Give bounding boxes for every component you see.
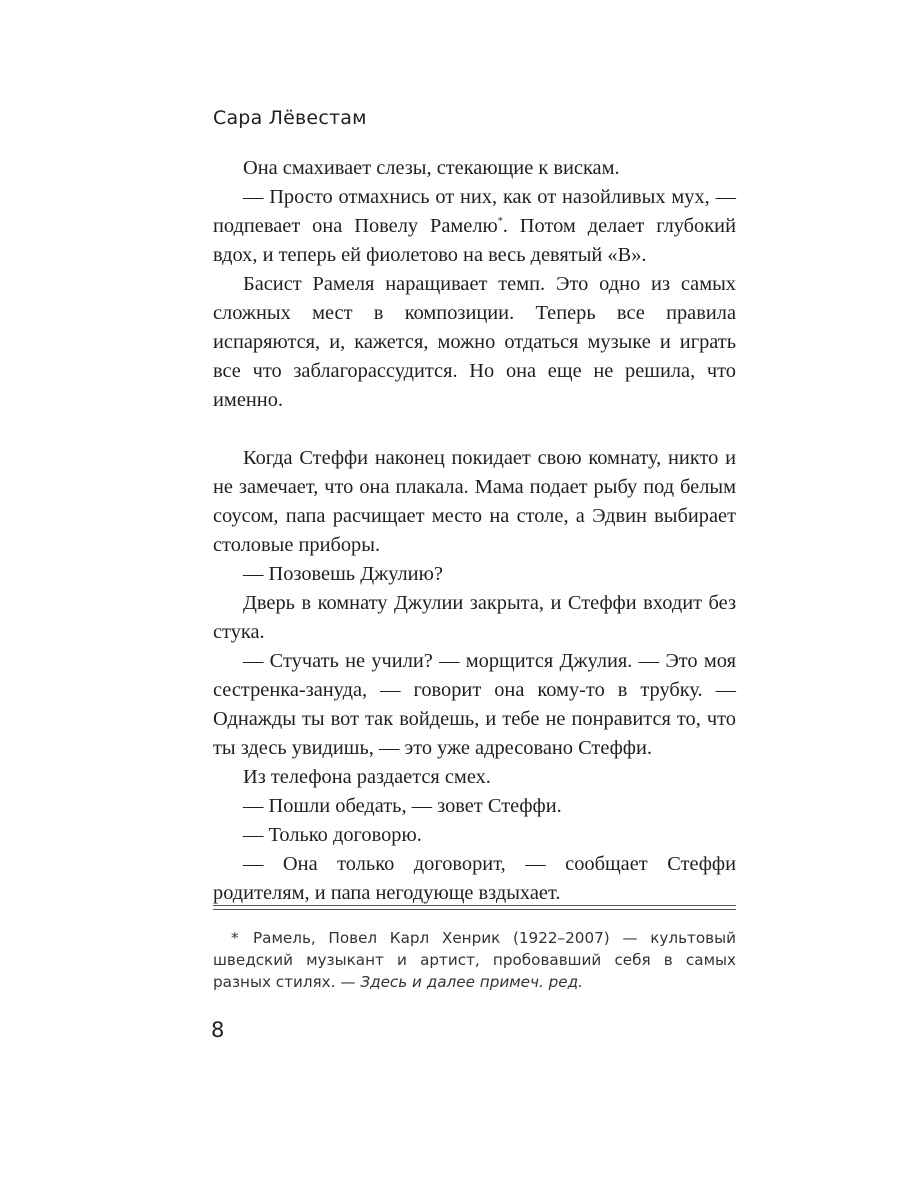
paragraph: Когда Стеффи наконец покидает свою комнату, никто и не замечает, что она плакала. Мама подает рыбу под белым соусом, папа расчищает место на столе, а Эдвин выбирает столовые приборы.: [213, 447, 736, 556]
paragraph-text: — Просто отмахнись от них, как от назойливых мух, — подпевает она Повелу Рамелю: [213, 186, 736, 237]
paragraph: — Она только договорит, — сообщает Стеффи родителям, и папа негодующе вздыхает.: [213, 853, 736, 904]
paragraph: Из телефона раздается смех.: [243, 766, 491, 788]
paragraph: — Пошли обедать, — зовет Стеффи.: [243, 795, 562, 817]
paragraph: Дверь в комнату Джулии закрыта, и Стеффи входит без стука.: [213, 592, 736, 643]
paragraph: — Позовешь Джулию?: [243, 563, 443, 585]
footnote-editor-note: Здесь и далее примеч. ред.: [360, 973, 583, 991]
footnote-text: Рамель, Повел Карл Хенрик (1922–2007) — культовый шведский музыкант и артист, пробовавший себя в самых разных стилях. —: [213, 929, 736, 991]
paragraph: Басист Рамеля наращивает темп. Это одно из самых сложных мест в композиции. Теперь все правила испаряются, и, кажется, можно отдаться музыке и играть все что заблагорассудится. Но она еще не решила, что именно.: [213, 273, 736, 411]
paragraph: — Только договорю.: [243, 824, 422, 846]
footnote: [213, 927, 736, 993]
footnote-mark: *: [231, 929, 239, 947]
running-header-author: Сара Лёвестам: [213, 107, 367, 129]
footnote-reference[interactable]: *: [497, 216, 503, 227]
paragraph: — Стучать не учили? — морщится Джулия. — Это моя сестренка-зануда, — говорит она кому-то в трубку. — Однажды ты вот так войдешь, и тебе не понравится то, что ты здесь увидишь, — это уже адресовано Стеффи.: [213, 650, 736, 759]
page-number: 8: [211, 1018, 225, 1042]
main-text: [213, 154, 736, 908]
paragraph-text: . Потом делает глубокий вдох, и теперь ей фиолетово на весь девятый «В».: [213, 215, 736, 266]
paragraph: Она смахивает слезы, стекающие к вискам.: [243, 157, 620, 179]
footnote-divider: [213, 909, 736, 910]
footnote-divider: [213, 905, 736, 906]
paragraph-with-footnote-ref: [213, 183, 736, 270]
